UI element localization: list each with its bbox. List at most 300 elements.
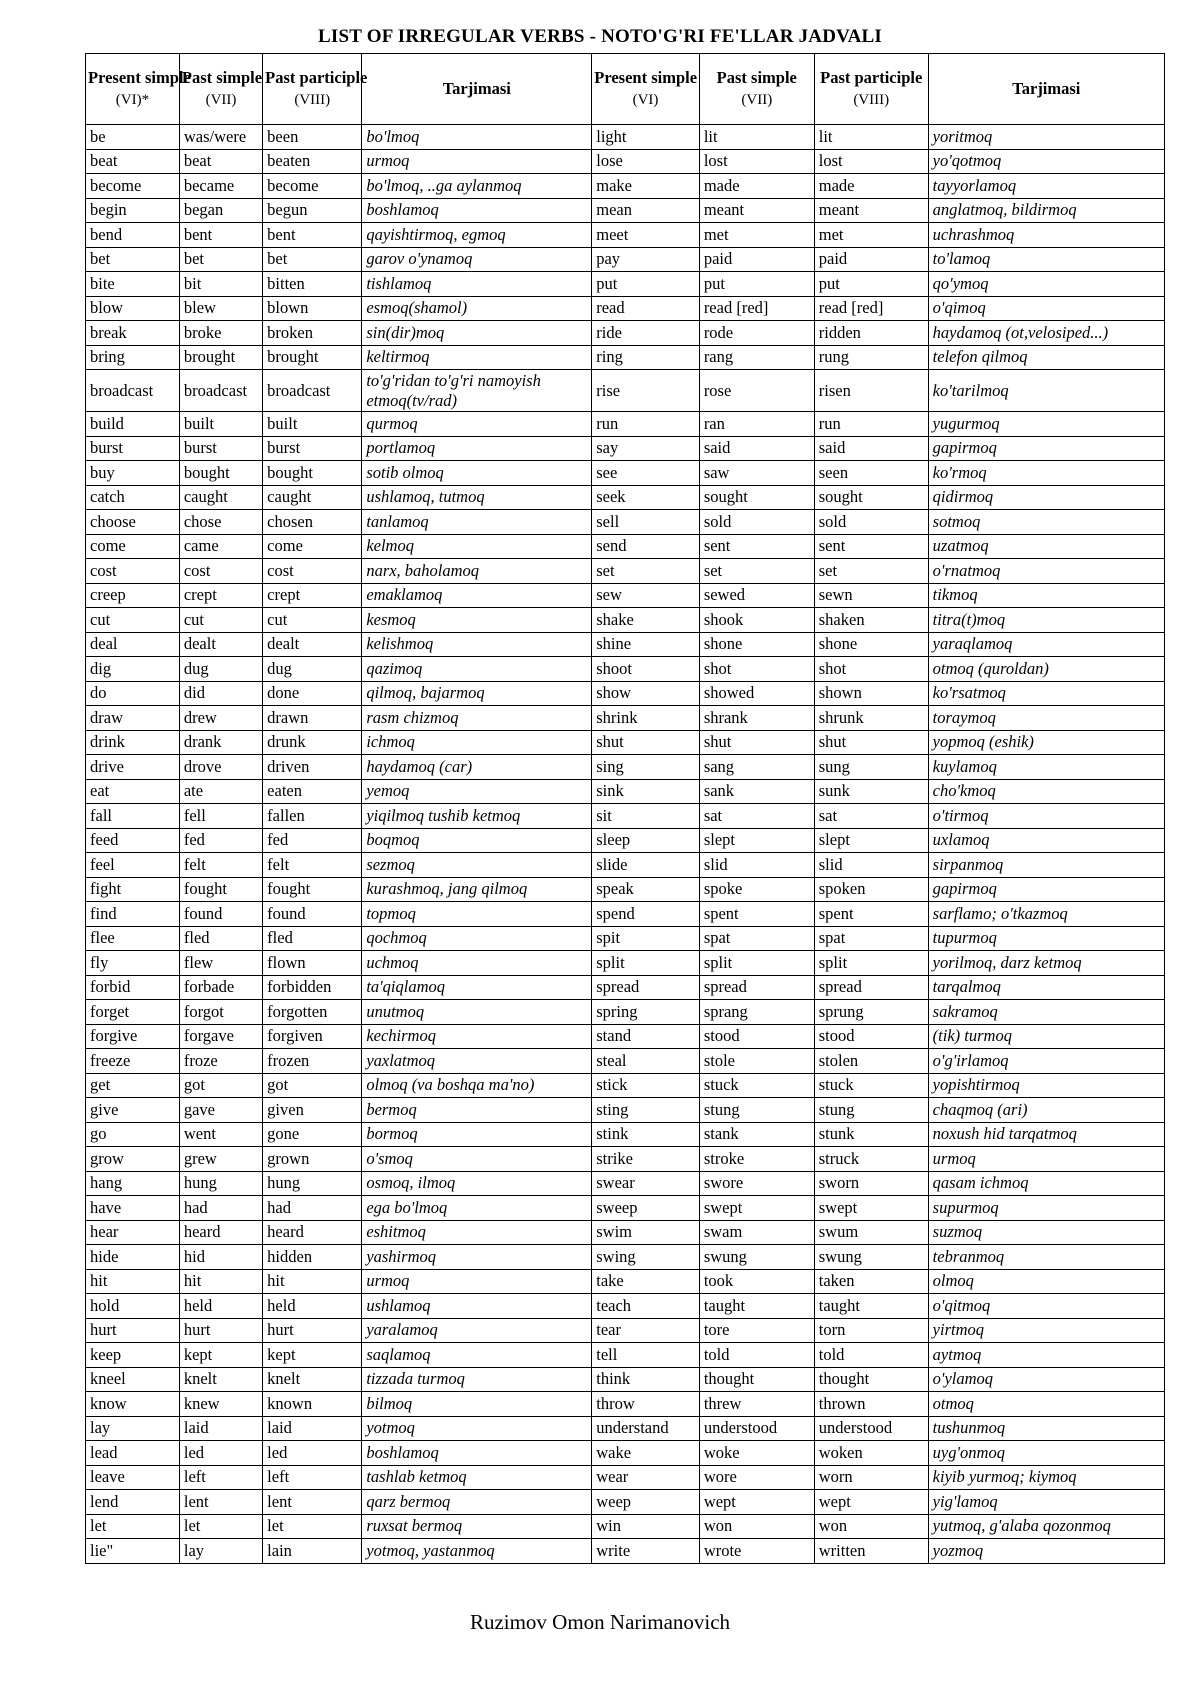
cell-past-participle-2: rung: [814, 345, 928, 370]
cell-past-simple-2: swept: [699, 1196, 814, 1221]
cell-past-simple-2: shone: [699, 632, 814, 657]
cell-past-participle: drunk: [263, 730, 362, 755]
cell-translation: narx, baholamoq: [362, 559, 592, 584]
table-row: [86, 559, 1165, 584]
cell-past-simple: forbade: [179, 975, 262, 1000]
table-row: [86, 510, 1165, 535]
table-row: [86, 223, 1165, 248]
cell-past-participle: done: [263, 681, 362, 706]
cell-present-simple: hang: [86, 1171, 180, 1196]
cell-past-participle-2: stolen: [814, 1049, 928, 1074]
cell-present-simple-2: shine: [592, 632, 700, 657]
cell-translation: bormoq: [362, 1122, 592, 1147]
cell-past-simple: got: [179, 1073, 262, 1098]
table-row: [86, 436, 1165, 461]
cell-present-simple: deal: [86, 632, 180, 657]
cell-past-simple-2: paid: [699, 247, 814, 272]
table-row: [86, 779, 1165, 804]
cell-past-simple-2: put: [699, 272, 814, 297]
cell-past-simple: left: [179, 1465, 262, 1490]
cell-present-simple: dig: [86, 657, 180, 682]
cell-translation-2: o'tirmoq: [928, 804, 1164, 829]
cell-past-participle: become: [263, 174, 362, 199]
cell-past-participle-2: told: [814, 1343, 928, 1368]
cell-translation: yiqilmoq tushib ketmoq: [362, 804, 592, 829]
cell-present-simple: blow: [86, 296, 180, 321]
cell-present-simple: grow: [86, 1147, 180, 1172]
header-past-simple: Past simple (VII): [179, 54, 262, 125]
cell-present-simple-2: send: [592, 534, 700, 559]
cell-present-simple: fight: [86, 877, 180, 902]
cell-translation-2: to'lamoq: [928, 247, 1164, 272]
cell-translation-2: o'g'irlamoq: [928, 1049, 1164, 1074]
cell-past-simple: drove: [179, 755, 262, 780]
cell-past-participle-2: spent: [814, 902, 928, 927]
cell-translation-2: telefon qilmoq: [928, 345, 1164, 370]
table-row: [86, 1318, 1165, 1343]
cell-past-simple-2: spread: [699, 975, 814, 1000]
cell-past-simple-2: shrank: [699, 706, 814, 731]
cell-present-simple-2: ring: [592, 345, 700, 370]
cell-present-simple-2: spend: [592, 902, 700, 927]
cell-present-simple: do: [86, 681, 180, 706]
cell-past-simple-2: lost: [699, 149, 814, 174]
cell-present-simple-2: tell: [592, 1343, 700, 1368]
cell-past-participle: come: [263, 534, 362, 559]
cell-past-participle-2: sung: [814, 755, 928, 780]
cell-present-simple: come: [86, 534, 180, 559]
cell-present-simple: lie": [86, 1539, 180, 1564]
cell-past-participle-2: sought: [814, 485, 928, 510]
cell-past-participle: knelt: [263, 1367, 362, 1392]
table-row: [86, 1122, 1165, 1147]
cell-translation-2: yirtmoq: [928, 1318, 1164, 1343]
table-row: [86, 1049, 1165, 1074]
cell-past-simple: led: [179, 1441, 262, 1466]
cell-translation-2: yopishtirmoq: [928, 1073, 1164, 1098]
cell-present-simple: forget: [86, 1000, 180, 1025]
cell-translation-2: sakramoq: [928, 1000, 1164, 1025]
cell-past-simple: cost: [179, 559, 262, 584]
cell-present-simple-2: mean: [592, 198, 700, 223]
cell-translation-2: ko'tarilmoq: [928, 370, 1164, 412]
cell-translation-2: cho'kmoq: [928, 779, 1164, 804]
cell-present-simple-2: split: [592, 951, 700, 976]
cell-translation-2: gapirmoq: [928, 877, 1164, 902]
cell-past-participle: fed: [263, 828, 362, 853]
cell-past-simple: cut: [179, 608, 262, 633]
cell-past-simple-2: rose: [699, 370, 814, 412]
cell-past-participle: grown: [263, 1147, 362, 1172]
cell-past-simple: bought: [179, 461, 262, 486]
cell-present-simple-2: stand: [592, 1024, 700, 1049]
table-row: [86, 247, 1165, 272]
cell-translation-2: yugurmoq: [928, 412, 1164, 437]
cell-past-simple-2: stroke: [699, 1147, 814, 1172]
cell-translation: yashirmoq: [362, 1245, 592, 1270]
cell-past-simple-2: spent: [699, 902, 814, 927]
cell-past-simple: dealt: [179, 632, 262, 657]
cell-past-simple-2: took: [699, 1269, 814, 1294]
cell-past-participle-2: lit: [814, 125, 928, 150]
cell-past-simple: let: [179, 1514, 262, 1539]
cell-past-simple-2: set: [699, 559, 814, 584]
cell-past-participle: fought: [263, 877, 362, 902]
cell-past-simple: gave: [179, 1098, 262, 1123]
cell-translation: esmoq(shamol): [362, 296, 592, 321]
cell-past-simple-2: shook: [699, 608, 814, 633]
cell-past-simple-2: shut: [699, 730, 814, 755]
cell-translation: emaklamoq: [362, 583, 592, 608]
table-row: [86, 412, 1165, 437]
cell-present-simple-2: strike: [592, 1147, 700, 1172]
cell-past-simple: broadcast: [179, 370, 262, 412]
cell-past-participle: broken: [263, 321, 362, 346]
cell-translation: qochmoq: [362, 926, 592, 951]
cell-past-participle-2: sent: [814, 534, 928, 559]
table-row: [86, 272, 1165, 297]
cell-past-participle-2: struck: [814, 1147, 928, 1172]
cell-translation: boqmoq: [362, 828, 592, 853]
cell-translation: yaxlatmoq: [362, 1049, 592, 1074]
table-row: [86, 1245, 1165, 1270]
cell-present-simple-2: weep: [592, 1490, 700, 1515]
cell-present-simple: bend: [86, 223, 180, 248]
cell-translation-2: yig'lamoq: [928, 1490, 1164, 1515]
cell-present-simple: hurt: [86, 1318, 180, 1343]
cell-past-simple: ate: [179, 779, 262, 804]
cell-past-participle-2: shrunk: [814, 706, 928, 731]
cell-past-participle-2: written: [814, 1539, 928, 1564]
cell-past-participle-2: shaken: [814, 608, 928, 633]
cell-present-simple: keep: [86, 1343, 180, 1368]
cell-past-simple: burst: [179, 436, 262, 461]
cell-past-participle: hung: [263, 1171, 362, 1196]
header-row: [86, 54, 1165, 125]
cell-past-simple-2: lit: [699, 125, 814, 150]
cell-past-simple-2: tore: [699, 1318, 814, 1343]
cell-past-simple-2: saw: [699, 461, 814, 486]
cell-present-simple: find: [86, 902, 180, 927]
cell-past-participle-2: spat: [814, 926, 928, 951]
cell-past-simple: dug: [179, 657, 262, 682]
cell-present-simple: become: [86, 174, 180, 199]
cell-present-simple: hide: [86, 1245, 180, 1270]
table-row: [86, 706, 1165, 731]
cell-past-simple-2: stung: [699, 1098, 814, 1123]
cell-past-participle-2: woken: [814, 1441, 928, 1466]
cell-past-simple-2: swung: [699, 1245, 814, 1270]
cell-present-simple-2: rise: [592, 370, 700, 412]
cell-translation-2: uchrashmoq: [928, 223, 1164, 248]
cell-present-simple: hold: [86, 1294, 180, 1319]
cell-past-participle-2: slid: [814, 853, 928, 878]
cell-translation-2: noxush hid tarqatmoq: [928, 1122, 1164, 1147]
cell-present-simple: fall: [86, 804, 180, 829]
cell-translation: bermoq: [362, 1098, 592, 1123]
cell-past-participle-2: risen: [814, 370, 928, 412]
cell-translation-2: anglatmoq, bildirmoq: [928, 198, 1164, 223]
cell-translation: tashlab ketmoq: [362, 1465, 592, 1490]
cell-present-simple: feel: [86, 853, 180, 878]
cell-past-participle: got: [263, 1073, 362, 1098]
cell-translation-2: gapirmoq: [928, 436, 1164, 461]
cell-past-participle-2: thought: [814, 1367, 928, 1392]
table-row: [86, 1098, 1165, 1123]
cell-translation: ushlamoq: [362, 1294, 592, 1319]
cell-present-simple-2: swear: [592, 1171, 700, 1196]
cell-translation: bilmoq: [362, 1392, 592, 1417]
cell-present-simple-2: stick: [592, 1073, 700, 1098]
cell-past-simple-2: told: [699, 1343, 814, 1368]
cell-past-participle-2: wept: [814, 1490, 928, 1515]
cell-past-participle-2: sold: [814, 510, 928, 535]
cell-past-participle-2: met: [814, 223, 928, 248]
cell-past-simple: forgave: [179, 1024, 262, 1049]
cell-translation-2: o'qitmoq: [928, 1294, 1164, 1319]
cell-translation: tanlamoq: [362, 510, 592, 535]
cell-present-simple: choose: [86, 510, 180, 535]
cell-past-simple-2: sold: [699, 510, 814, 535]
cell-translation-2: suzmoq: [928, 1220, 1164, 1245]
cell-translation: o'smoq: [362, 1147, 592, 1172]
cell-present-simple: freeze: [86, 1049, 180, 1074]
cell-translation: kelishmoq: [362, 632, 592, 657]
cell-past-participle: blown: [263, 296, 362, 321]
cell-past-participle: left: [263, 1465, 362, 1490]
cell-present-simple-2: swim: [592, 1220, 700, 1245]
cell-past-participle-2: sewn: [814, 583, 928, 608]
cell-translation-2: qidirmoq: [928, 485, 1164, 510]
cell-past-simple: forgot: [179, 1000, 262, 1025]
cell-translation: yaralamoq: [362, 1318, 592, 1343]
header-present-simple: Present simple (VI)*: [86, 54, 180, 125]
cell-translation: qarz bermoq: [362, 1490, 592, 1515]
cell-past-participle: fallen: [263, 804, 362, 829]
cell-present-simple-2: stink: [592, 1122, 700, 1147]
cell-past-participle-2: taken: [814, 1269, 928, 1294]
cell-translation-2: tebranmoq: [928, 1245, 1164, 1270]
cell-present-simple-2: sweep: [592, 1196, 700, 1221]
table-row: [86, 461, 1165, 486]
cell-present-simple-2: pay: [592, 247, 700, 272]
cell-past-simple: lent: [179, 1490, 262, 1515]
cell-past-participle: felt: [263, 853, 362, 878]
cell-present-simple-2: steal: [592, 1049, 700, 1074]
cell-past-participle: dealt: [263, 632, 362, 657]
cell-translation-2: supurmoq: [928, 1196, 1164, 1221]
cell-translation: osmoq, ilmoq: [362, 1171, 592, 1196]
cell-past-simple-2: swore: [699, 1171, 814, 1196]
cell-translation: sezmoq: [362, 853, 592, 878]
cell-past-participle: had: [263, 1196, 362, 1221]
cell-present-simple: begin: [86, 198, 180, 223]
cell-present-simple-2: sing: [592, 755, 700, 780]
cell-past-simple: began: [179, 198, 262, 223]
table-row: [86, 657, 1165, 682]
cell-past-participle-2: ridden: [814, 321, 928, 346]
table-row: [86, 1171, 1165, 1196]
cell-past-simple: felt: [179, 853, 262, 878]
table-row: [86, 926, 1165, 951]
cell-past-participle-2: swept: [814, 1196, 928, 1221]
cell-past-simple-2: sent: [699, 534, 814, 559]
cell-translation: ega bo'lmoq: [362, 1196, 592, 1221]
cell-past-participle-2: thrown: [814, 1392, 928, 1417]
table-row: [86, 1294, 1165, 1319]
cell-translation: kechirmoq: [362, 1024, 592, 1049]
cell-present-simple: build: [86, 412, 180, 437]
cell-translation: eshitmoq: [362, 1220, 592, 1245]
cell-translation-2: tarqalmoq: [928, 975, 1164, 1000]
cell-present-simple: lend: [86, 1490, 180, 1515]
cell-past-participle: lent: [263, 1490, 362, 1515]
cell-present-simple-2: light: [592, 125, 700, 150]
cell-past-simple: became: [179, 174, 262, 199]
cell-past-participle: chosen: [263, 510, 362, 535]
cell-present-simple: break: [86, 321, 180, 346]
cell-translation-2: qo'ymoq: [928, 272, 1164, 297]
cell-past-simple-2: stank: [699, 1122, 814, 1147]
cell-past-simple: chose: [179, 510, 262, 535]
table-row: [86, 1220, 1165, 1245]
cell-translation-2: tupurmoq: [928, 926, 1164, 951]
cell-translation: yemoq: [362, 779, 592, 804]
cell-past-participle-2: shut: [814, 730, 928, 755]
cell-translation: topmoq: [362, 902, 592, 927]
cell-past-simple-2: stood: [699, 1024, 814, 1049]
cell-present-simple-2: write: [592, 1539, 700, 1564]
cell-past-simple: hurt: [179, 1318, 262, 1343]
cell-translation: tizzada turmoq: [362, 1367, 592, 1392]
cell-past-participle-2: said: [814, 436, 928, 461]
table-row: [86, 370, 1165, 412]
cell-past-participle: forbidden: [263, 975, 362, 1000]
table-row: [86, 755, 1165, 780]
table-row: [86, 1073, 1165, 1098]
cell-translation-2: yoritmoq: [928, 125, 1164, 150]
cell-translation-2: (tik) turmoq: [928, 1024, 1164, 1049]
cell-translation: kesmoq: [362, 608, 592, 633]
cell-past-participle: cut: [263, 608, 362, 633]
cell-translation: keltirmoq: [362, 345, 592, 370]
cell-present-simple: buy: [86, 461, 180, 486]
table-row: [86, 1367, 1165, 1392]
cell-past-participle: cost: [263, 559, 362, 584]
cell-past-participle-2: meant: [814, 198, 928, 223]
cell-present-simple-2: swing: [592, 1245, 700, 1270]
cell-translation-2: yorilmoq, darz ketmoq: [928, 951, 1164, 976]
header-past-participle: Past participle (VIII): [263, 54, 362, 125]
cell-present-simple: lay: [86, 1416, 180, 1441]
cell-past-participle-2: made: [814, 174, 928, 199]
cell-past-simple: fought: [179, 877, 262, 902]
cell-past-simple: fled: [179, 926, 262, 951]
cell-past-simple: held: [179, 1294, 262, 1319]
table-row: [86, 902, 1165, 927]
cell-past-participle: fled: [263, 926, 362, 951]
cell-present-simple-2: sit: [592, 804, 700, 829]
table-row: [86, 125, 1165, 150]
cell-translation-2: haydamoq (ot,velosiped...): [928, 321, 1164, 346]
table-row: [86, 1024, 1165, 1049]
cell-translation: yotmoq, yastanmoq: [362, 1539, 592, 1564]
cell-translation: boshlamoq: [362, 1441, 592, 1466]
cell-present-simple: cut: [86, 608, 180, 633]
cell-past-participle-2: paid: [814, 247, 928, 272]
cell-past-simple-2: said: [699, 436, 814, 461]
table-row: [86, 1416, 1165, 1441]
cell-translation-2: chaqmoq (ari): [928, 1098, 1164, 1123]
cell-present-simple-2: lose: [592, 149, 700, 174]
cell-present-simple-2: meet: [592, 223, 700, 248]
cell-past-simple-2: sought: [699, 485, 814, 510]
cell-past-participle: flown: [263, 951, 362, 976]
cell-past-simple-2: won: [699, 1514, 814, 1539]
cell-past-simple-2: showed: [699, 681, 814, 706]
cell-past-participle-2: sunk: [814, 779, 928, 804]
table-row: [86, 1196, 1165, 1221]
cell-present-simple-2: throw: [592, 1392, 700, 1417]
cell-past-simple: went: [179, 1122, 262, 1147]
cell-past-simple-2: wrote: [699, 1539, 814, 1564]
cell-past-participle: bent: [263, 223, 362, 248]
cell-past-simple-2: rang: [699, 345, 814, 370]
cell-present-simple: know: [86, 1392, 180, 1417]
cell-present-simple: drive: [86, 755, 180, 780]
cell-present-simple: hit: [86, 1269, 180, 1294]
cell-past-simple: caught: [179, 485, 262, 510]
cell-past-participle: caught: [263, 485, 362, 510]
cell-past-participle-2: won: [814, 1514, 928, 1539]
cell-present-simple-2: take: [592, 1269, 700, 1294]
cell-past-simple: did: [179, 681, 262, 706]
cell-past-simple: grew: [179, 1147, 262, 1172]
cell-present-simple-2: spit: [592, 926, 700, 951]
cell-past-simple: built: [179, 412, 262, 437]
cell-translation: ichmoq: [362, 730, 592, 755]
cell-past-participle: beaten: [263, 149, 362, 174]
cell-past-simple: drank: [179, 730, 262, 755]
cell-present-simple-2: think: [592, 1367, 700, 1392]
cell-present-simple: forgive: [86, 1024, 180, 1049]
cell-present-simple-2: tear: [592, 1318, 700, 1343]
table-row: [86, 345, 1165, 370]
cell-present-simple: feed: [86, 828, 180, 853]
cell-past-simple: lay: [179, 1539, 262, 1564]
cell-past-participle: known: [263, 1392, 362, 1417]
cell-past-participle: lain: [263, 1539, 362, 1564]
cell-past-simple-2: met: [699, 223, 814, 248]
cell-past-participle: crept: [263, 583, 362, 608]
cell-translation: ushlamoq, tutmoq: [362, 485, 592, 510]
cell-translation-2: uzatmoq: [928, 534, 1164, 559]
cell-translation-2: tayyorlamoq: [928, 174, 1164, 199]
cell-translation: rasm chizmoq: [362, 706, 592, 731]
cell-past-simple-2: taught: [699, 1294, 814, 1319]
cell-present-simple-2: sink: [592, 779, 700, 804]
cell-translation-2: kiyib yurmoq; kiymoq: [928, 1465, 1164, 1490]
cell-translation: olmoq (va boshqa ma'no): [362, 1073, 592, 1098]
cell-past-participle: frozen: [263, 1049, 362, 1074]
header-past-participle-2: Past participle (VIII): [814, 54, 928, 125]
cell-translation: tishlamoq: [362, 272, 592, 297]
table-row: [86, 975, 1165, 1000]
table-row: [86, 730, 1165, 755]
cell-present-simple: fly: [86, 951, 180, 976]
cell-present-simple: creep: [86, 583, 180, 608]
cell-present-simple-2: shake: [592, 608, 700, 633]
